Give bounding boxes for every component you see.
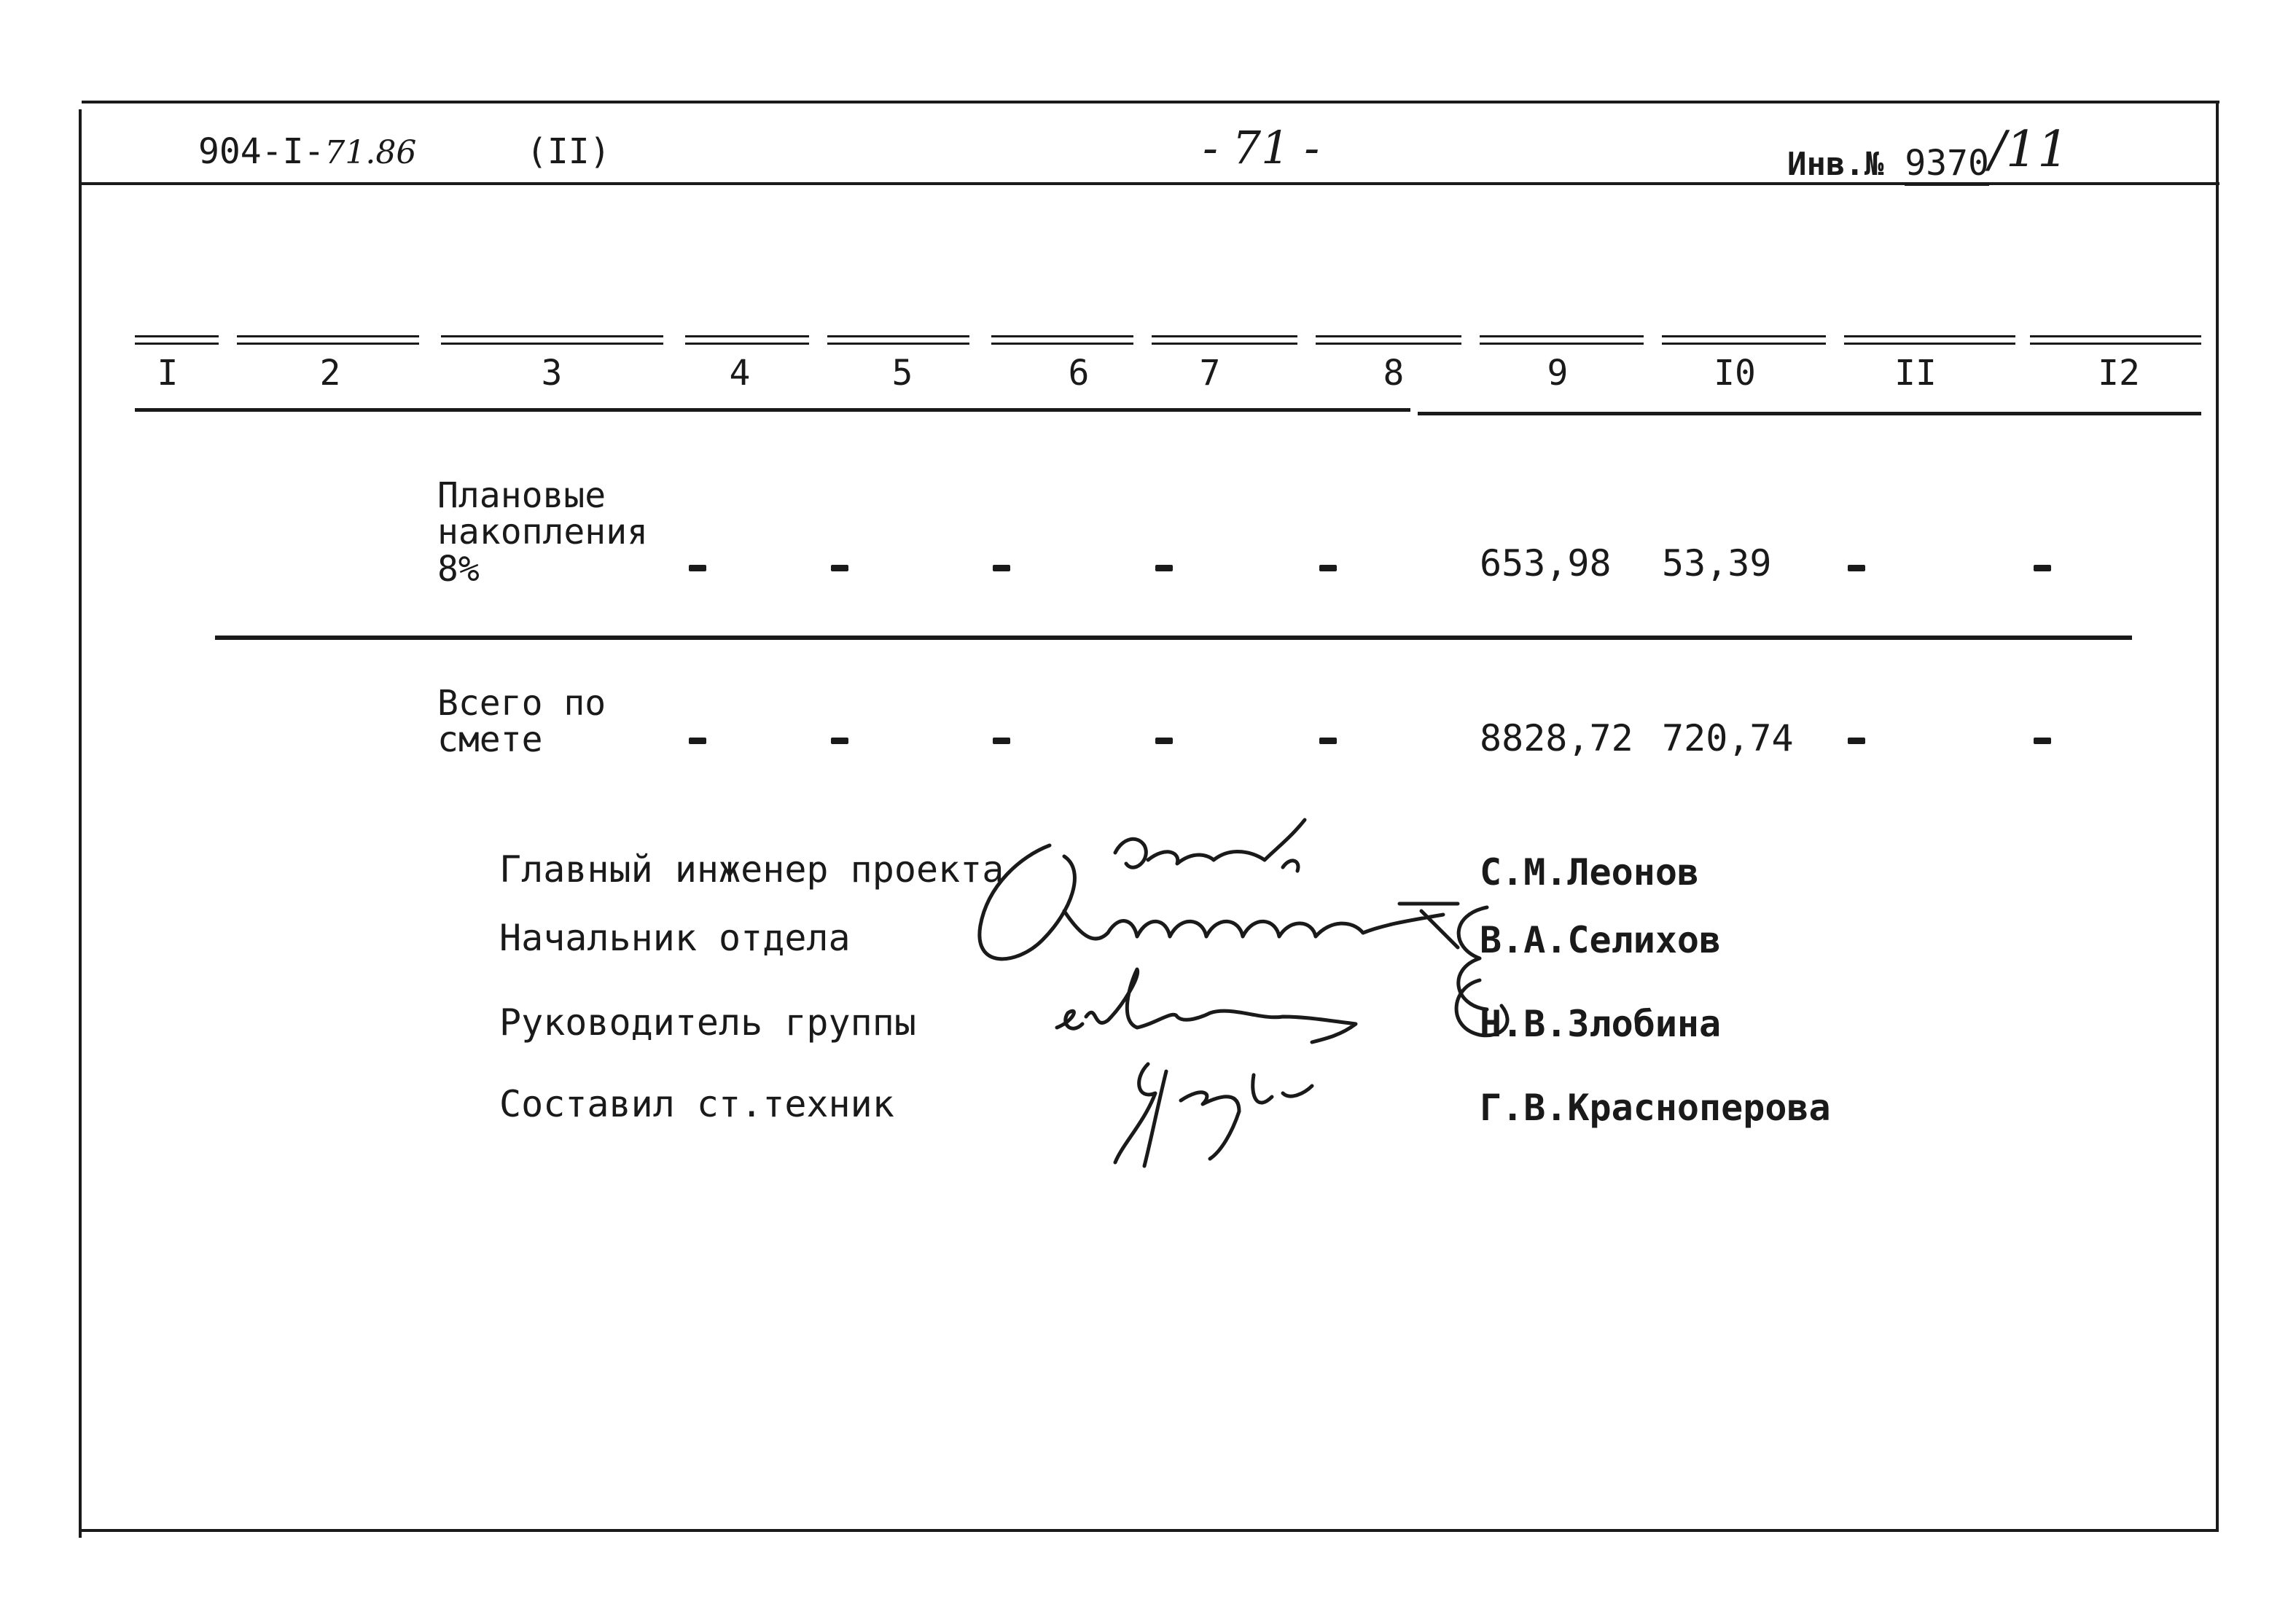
column-number: 9	[1547, 353, 1569, 394]
row-label-line: Всего по	[437, 683, 606, 724]
column-number: I0	[1714, 353, 1756, 394]
column-number: 4	[729, 353, 751, 394]
signature-compiler	[1115, 1064, 1312, 1166]
inventory-label: Инв.№	[1787, 146, 1884, 183]
signatory-role: Руководитель группы	[499, 1001, 916, 1044]
row-label-line: Плановые	[437, 475, 606, 516]
document-code-suffix: 71.86	[324, 134, 417, 171]
table-cell-value: 720,74	[1662, 717, 1794, 759]
table-cell-value: 653,98	[1480, 542, 1612, 584]
column-number: II	[1894, 353, 1937, 394]
row-label-line: 8%	[437, 548, 480, 590]
column-number: 8	[1383, 353, 1405, 394]
page-number: - 71 -	[1203, 121, 1320, 174]
section-number: (II)	[526, 131, 611, 172]
signature-group-leader	[1057, 969, 1507, 1042]
signatory-role: Начальник отдела	[499, 917, 851, 959]
row-label-line: смете	[437, 719, 543, 761]
inventory-value: 9370	[1905, 143, 1989, 186]
column-number: 3	[541, 353, 563, 394]
signatory-name: В.А.Селихов	[1480, 919, 1722, 961]
table-cell-value: 8828,72	[1480, 717, 1633, 759]
column-number: 7	[1199, 353, 1221, 394]
signatory-name: Н.В.Злобина	[1480, 1003, 1722, 1045]
column-number: 6	[1068, 353, 1090, 394]
column-number: 5	[891, 353, 913, 394]
signature-chief-engineer	[980, 820, 1305, 959]
inventory-suffix: /11	[1988, 121, 2069, 179]
column-number: I	[157, 353, 179, 394]
signatory-role: Главный инженер проекта	[499, 848, 1004, 891]
column-number: 2	[319, 353, 341, 394]
signatory-name: С.М.Леонов	[1480, 851, 1700, 893]
column-number: I2	[2098, 353, 2140, 394]
table-cell-value: 53,39	[1662, 542, 1772, 584]
signatory-role: Составил ст.техник	[499, 1083, 894, 1125]
row-label-line: накопления	[437, 512, 648, 553]
document-code-prefix: 904-I-	[198, 131, 325, 172]
signatory-name: Г.В.Красноперова	[1480, 1087, 1831, 1129]
